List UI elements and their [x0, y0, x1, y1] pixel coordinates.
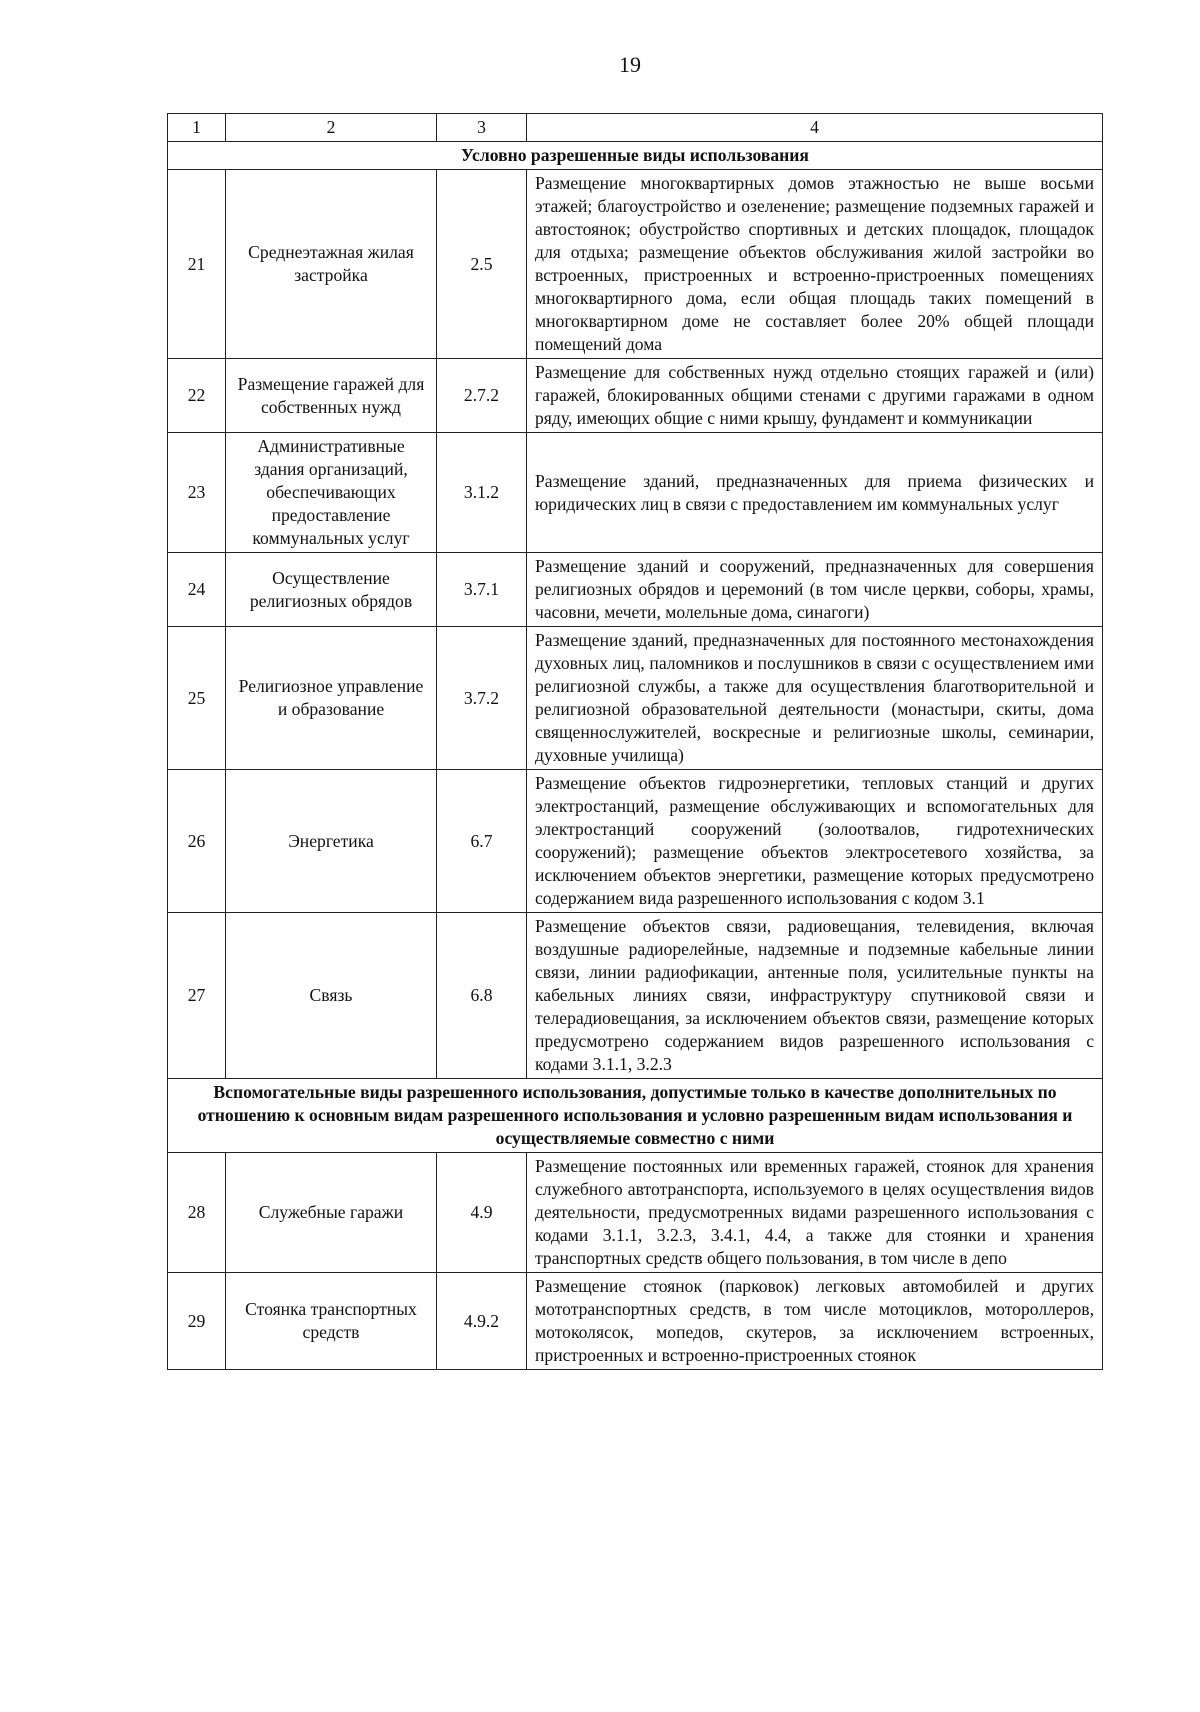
row-number: 26: [168, 770, 226, 913]
section-heading-row: [168, 1079, 1103, 1153]
use-type-name: Связь: [226, 913, 437, 1079]
row-number: 23: [168, 433, 226, 553]
use-type-name: Осуществление религиозных обрядов: [226, 553, 437, 627]
table-row: [168, 359, 1103, 433]
use-type-name: Стоянка транспортных средств: [226, 1273, 437, 1370]
use-type-code: 3.7.2: [437, 627, 527, 770]
table-row: [168, 1153, 1103, 1273]
use-type-code: 4.9: [437, 1153, 527, 1273]
row-number: 22: [168, 359, 226, 433]
use-type-code: 3.7.1: [437, 553, 527, 627]
use-type-description: Размещение для собственных нужд отдельно стоящих гаражей и (или) гаражей, блокированных общими стенами с другими гаражами в одном ряду, имеющих общие с ними крышу, фундамент и коммуникации: [527, 359, 1103, 433]
use-type-code: 2.7.2: [437, 359, 527, 433]
row-number: 24: [168, 553, 226, 627]
land-use-table: [167, 113, 1103, 1370]
row-number: 27: [168, 913, 226, 1079]
table-row: [168, 553, 1103, 627]
use-type-code: 2.5: [437, 170, 527, 359]
column-number: 3: [437, 114, 527, 142]
section-auxiliary-rows: [168, 1153, 1103, 1370]
row-number: 25: [168, 627, 226, 770]
table-row: [168, 170, 1103, 359]
use-type-description: Размещение зданий, предназначенных для приема физических и юридических лиц в связи с предоставлением им коммунальных услуг: [527, 433, 1103, 553]
table-row: [168, 770, 1103, 913]
table-row: [168, 433, 1103, 553]
use-type-description: Размещение стоянок (парковок) легковых автомобилей и других мототранспортных средств, в том числе мотоциклов, мотороллеров, мотоколясок, мопедов, скутеров, за исключением встроенных, пристроенных и встроенно-пристроенных стоянок: [527, 1273, 1103, 1370]
section-heading-row: [168, 142, 1103, 170]
row-number: 28: [168, 1153, 226, 1273]
row-number: 29: [168, 1273, 226, 1370]
use-type-description: Размещение объектов связи, радиовещания, телевидения, включая воздушные радиорелейные, надземные и подземные кабельные линии связи, линии радиофикации, антенные поля, усилительные пункты на кабельных линиях связи, инфраструктуру спутниковой связи и телерадиовещания, за исключением объектов связи, размещение которых предусмотрено содержанием видов разрешенного использования с кодами 3.1.1, 3.2.3: [527, 913, 1103, 1079]
use-type-code: 3.1.2: [437, 433, 527, 553]
use-type-description: Размещение зданий и сооружений, предназначенных для совершения религиозных обрядов и церемоний (в том числе церкви, соборы, храмы, часовни, мечети, молельные дома, синагоги): [527, 553, 1103, 627]
column-number: 2: [226, 114, 437, 142]
use-type-description: Размещение зданий, предназначенных для постоянного местонахождения духовных лиц, паломников и послушников в связи с осуществлением ими религиозной службы, а также для осуществления благотворительной и религиозной образовательной деятельности (монастыри, скиты, дома священнослужителей, воскресные и религиозные школы, семинарии, духовные училища): [527, 627, 1103, 770]
use-type-name: Энергетика: [226, 770, 437, 913]
table-row: [168, 627, 1103, 770]
section-conditional-rows: [168, 170, 1103, 1079]
section-heading-auxiliary: Вспомогательные виды разрешенного использования, допустимые только в качестве дополнительных по отношению к основным видам разрешенного использования и условно разрешенным видам использования и осуществляемые совместно с ними: [168, 1079, 1103, 1153]
use-type-name: Религиозное управление и образование: [226, 627, 437, 770]
page-number: 19: [619, 52, 641, 77]
table-row: [168, 913, 1103, 1079]
use-type-code: 6.8: [437, 913, 527, 1079]
column-number-row: [168, 114, 1103, 142]
use-type-code: 4.9.2: [437, 1273, 527, 1370]
section-heading-conditional: Условно разрешенные виды использования: [168, 142, 1103, 170]
table-row: [168, 1273, 1103, 1370]
column-number: 4: [527, 114, 1103, 142]
column-number: 1: [168, 114, 226, 142]
use-type-description: Размещение постоянных или временных гаражей, стоянок для хранения служебного автотранспорта, используемого в целях осуществления видов деятельности, предусмотренных видами разрешенного использования с кодами 3.1.1, 3.2.3, 3.4.1, 4.4, а также для стоянки и хранения транспортных средств общего пользования, в том числе в депо: [527, 1153, 1103, 1273]
use-type-name: Административные здания организаций, обеспечивающих предоставление коммунальных услуг: [226, 433, 437, 553]
use-type-name: Служебные гаражи: [226, 1153, 437, 1273]
use-type-description: Размещение многоквартирных домов этажностью не выше восьми этажей; благоустройство и озеленение; размещение подземных гаражей и автостоянок; обустройство спортивных и детских площадок, площадок для отдыха; размещение объектов обслуживания жилой застройки во встроенных, пристроенных и встроенно-пристроенных помещениях многоквартирного дома, если общая площадь таких помещений в многоквартирном доме не составляет более 20% общей площади помещений дома: [527, 170, 1103, 359]
use-type-description: Размещение объектов гидроэнергетики, тепловых станций и других электростанций, размещение обслуживающих и вспомогательных для электростанций сооружений (золоотвалов, гидротехнических сооружений); размещение объектов электросетевого хозяйства, за исключением объектов энергетики, размещение которых предусмотрено содержанием вида разрешенного использования с кодом 3.1: [527, 770, 1103, 913]
use-type-code: 6.7: [437, 770, 527, 913]
use-type-name: Среднеэтажная жилая застройка: [226, 170, 437, 359]
use-type-name: Размещение гаражей для собственных нужд: [226, 359, 437, 433]
row-number: 21: [168, 170, 226, 359]
